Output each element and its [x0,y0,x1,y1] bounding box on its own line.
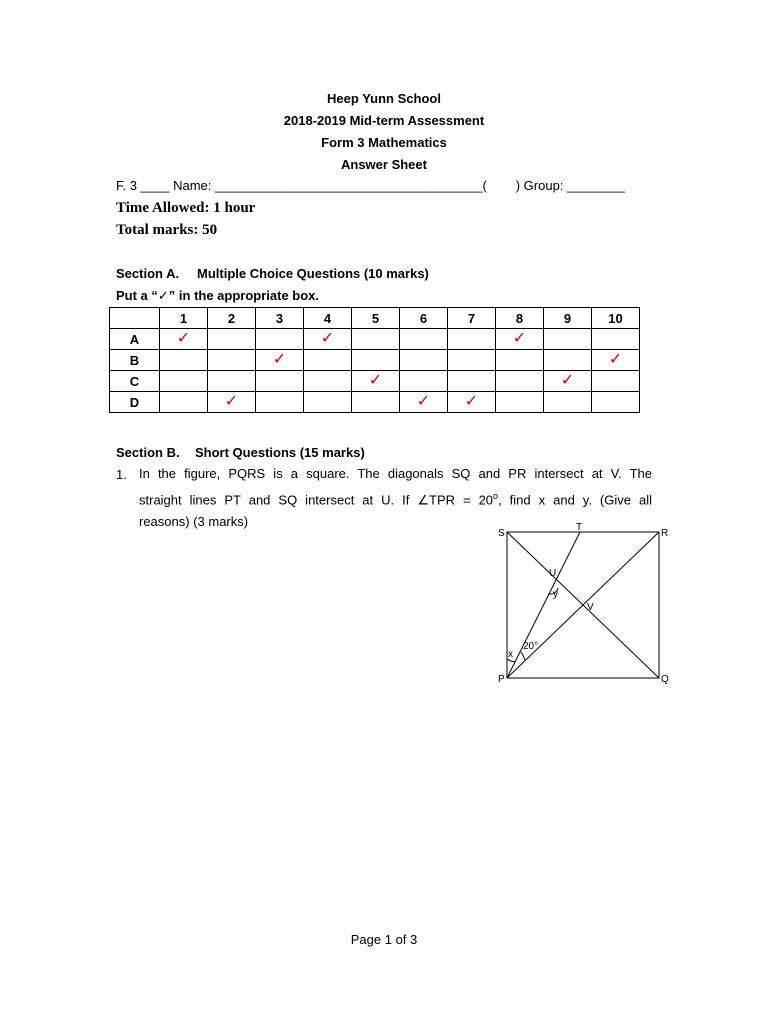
answer-box[interactable] [400,371,448,392]
check-mark-icon: ✓ [176,330,191,347]
answer-box[interactable] [256,392,304,413]
option-label: A [110,329,160,350]
answer-box[interactable] [544,371,592,392]
answer-box[interactable] [208,329,256,350]
question-line-3: reasons) (3 marks) [139,514,249,530]
answer-box[interactable] [160,392,208,413]
answer-box[interactable] [544,350,592,371]
label-20-degrees: 20° [523,641,539,652]
answer-box[interactable] [448,350,496,371]
answer-box[interactable] [496,329,544,350]
question-number-header: 4 [304,308,352,329]
answer-box[interactable] [448,371,496,392]
answer-box[interactable] [400,392,448,413]
question-number-header: 5 [352,308,400,329]
answer-box[interactable] [496,392,544,413]
sheet-title: Answer Sheet [341,157,427,172]
question-number-header: 1 [160,308,208,329]
label-u: U [549,568,557,579]
table-corner-cell [110,308,160,329]
question-number-header: 3 [256,308,304,329]
answer-box[interactable] [304,329,352,350]
check-mark-icon: ✓ [272,351,287,368]
answer-box[interactable] [304,392,352,413]
school-name: Heep Yunn School [327,91,441,106]
check-mark-icon: ✓ [368,372,383,389]
question-number-header: 10 [592,308,640,329]
answer-box[interactable] [160,329,208,350]
check-mark-icon: ✓ [320,330,335,347]
check-mark-icon: ✓ [224,393,239,410]
question-number-header: 8 [496,308,544,329]
answer-box[interactable] [256,329,304,350]
angle-20-arc [521,652,525,660]
square-figure [490,518,680,693]
question-line-2a: straight lines PT and SQ intersect at U. If ∠TPR = 20 [139,492,494,508]
option-row-a [110,329,640,350]
answer-box[interactable] [352,350,400,371]
label-y: y [553,589,558,600]
option-row-c [110,371,640,392]
label-r: R [661,528,669,539]
answer-box[interactable] [592,392,640,413]
check-mark-icon: ✓ [608,351,623,368]
assessment-title: 2018-2019 Mid-term Assessment [283,113,485,128]
answer-box[interactable] [352,392,400,413]
option-label: B [110,350,160,371]
label-t: T [576,522,583,533]
answer-box[interactable] [352,371,400,392]
answer-box[interactable] [496,371,544,392]
student-info-line: F. 3 ____ Name: _____________________________________( ) Group: ________ [116,178,625,193]
check-mark-icon: ✓ [560,372,575,389]
question-line-2 [139,485,652,511]
option-label: C [110,371,160,392]
answer-box[interactable] [448,392,496,413]
mc-answer-table [109,307,640,413]
label-p: P [498,674,505,685]
answer-box[interactable] [592,371,640,392]
section-b-title: Section B. [116,445,180,460]
question-number-header: 7 [448,308,496,329]
label-v: V [587,602,594,613]
table-header-row [110,308,640,329]
answer-box[interactable] [352,329,400,350]
question-line-2b: , find x and y. (Give all [498,492,652,508]
answer-box[interactable] [400,329,448,350]
question-number-header: 9 [544,308,592,329]
question-number: 1. [116,467,127,482]
answer-box[interactable] [256,371,304,392]
label-x: x [508,649,513,660]
answer-box[interactable] [160,350,208,371]
option-label: D [110,392,160,413]
answer-box[interactable] [448,329,496,350]
answer-box[interactable] [304,350,352,371]
degree-superscript: o [493,491,499,501]
answer-box[interactable] [496,350,544,371]
check-mark-icon: ✓ [464,393,479,410]
check-mark-icon: ✓ [416,393,431,410]
line-pt [507,532,580,678]
section-a-heading: Multiple Choice Questions (10 marks) [197,266,429,281]
label-q: Q [661,674,669,685]
option-row-b [110,350,640,371]
answer-box[interactable] [304,371,352,392]
answer-box[interactable] [208,392,256,413]
section-b-heading: Short Questions (15 marks) [195,445,365,460]
time-allowed: Time Allowed: 1 hour [116,200,256,216]
page-number: Page 1 of 3 [350,932,418,947]
answer-box[interactable] [592,329,640,350]
answer-box[interactable] [208,350,256,371]
answer-box[interactable] [160,371,208,392]
answer-box[interactable] [208,371,256,392]
question-number-header: 2 [208,308,256,329]
answer-box[interactable] [544,392,592,413]
subject-title: Form 3 Mathematics [321,135,447,150]
option-row-d [110,392,640,413]
section-a-instruction: Put a “✓” in the appropriate box. [116,288,320,303]
question-number-header: 6 [400,308,448,329]
section-a-title: Section A. [116,266,180,281]
answer-box[interactable] [592,350,640,371]
answer-box[interactable] [544,329,592,350]
answer-box[interactable] [400,350,448,371]
check-mark-icon: ✓ [512,330,527,347]
label-s: S [498,528,505,539]
answer-box[interactable] [256,350,304,371]
question-line-1: In the figure, PQRS is a square. The diagonals SQ and PR intersect at V. The [139,466,652,481]
total-marks: Total marks: 50 [116,222,218,238]
